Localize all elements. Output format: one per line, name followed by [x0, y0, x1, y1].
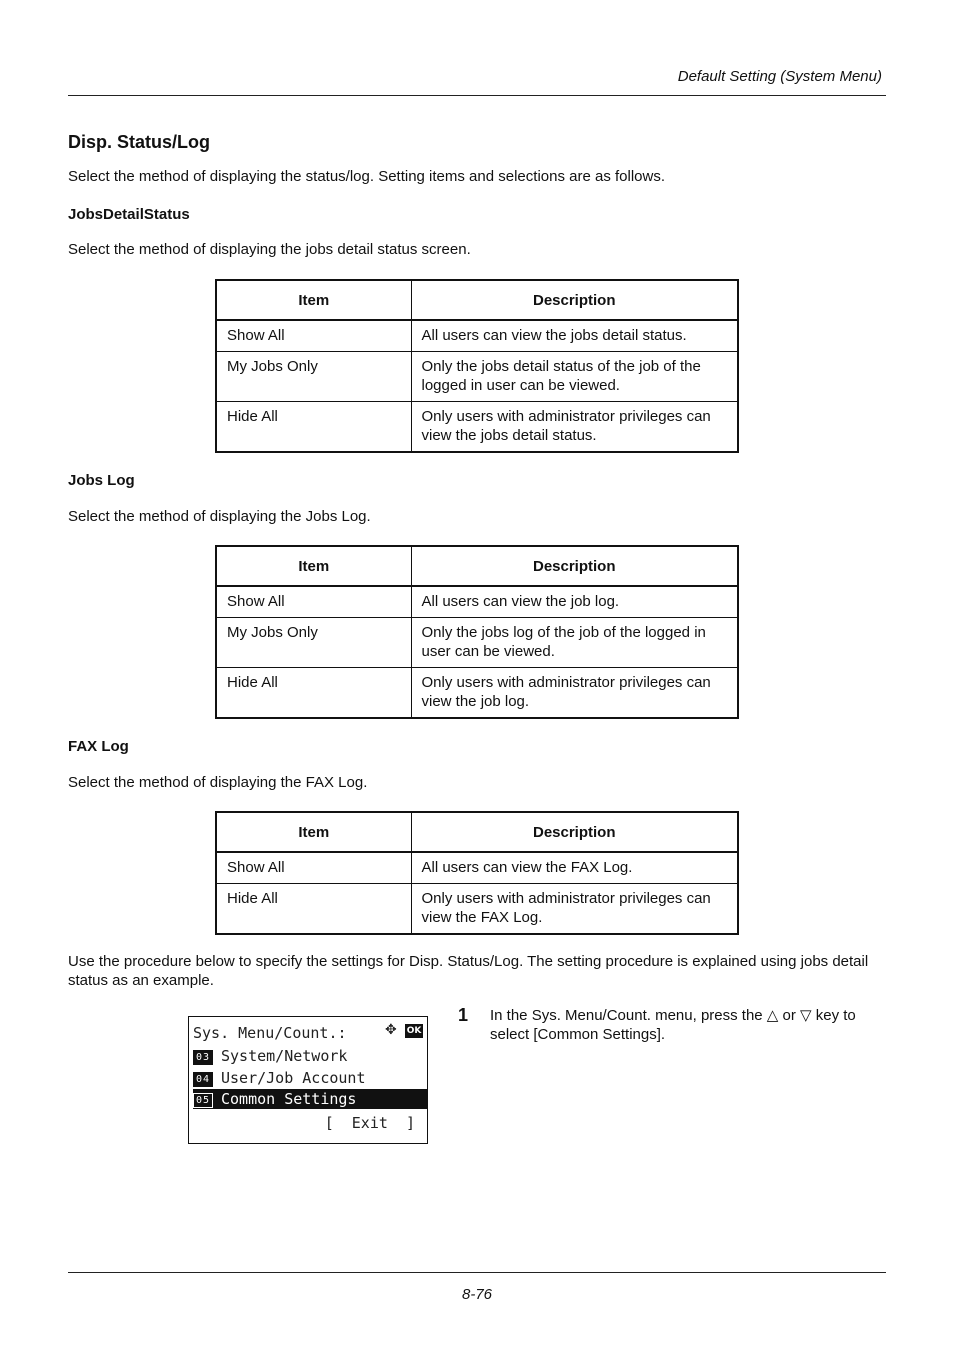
- description-cell: Only the jobs log of the job of the logged in user can be viewed.: [411, 618, 738, 668]
- lcd-item-label: System/Network: [221, 1047, 348, 1065]
- jobs-log-table: [215, 545, 739, 719]
- item-cell: My Jobs Only: [216, 618, 411, 668]
- item-cell: My Jobs Only: [216, 352, 411, 402]
- item-cell: Hide All: [216, 402, 411, 453]
- footer-rule: [68, 1272, 886, 1273]
- fax-log-heading: FAX Log: [68, 738, 129, 755]
- lcd-menu-item: [193, 1068, 366, 1088]
- item-cell: Show All: [216, 852, 411, 884]
- item-cell: Hide All: [216, 884, 411, 935]
- description-cell: Only users with administrator privileges can view the FAX Log.: [411, 884, 738, 935]
- fax-log-table: [215, 811, 739, 935]
- procedure-intro: Use the procedure below to specify the settings for Disp. Status/Log. The setting procedure is explained using jobs detail status as an example.: [68, 953, 869, 989]
- table-row: [216, 852, 738, 884]
- description-cell: All users can view the jobs detail status.: [411, 320, 738, 352]
- table-header-row: [216, 546, 738, 586]
- section-intro: Select the method of displaying the status/log. Setting items and selections are as follows.: [68, 168, 665, 185]
- column-header-description: Description: [411, 812, 738, 852]
- column-header-item: Item: [216, 812, 411, 852]
- description-cell: Only the jobs detail status of the job of the logged in user can be viewed.: [411, 352, 738, 402]
- operation-panel-display: [188, 1016, 428, 1144]
- lcd-item-label: Common Settings: [221, 1090, 357, 1108]
- step-text: In the Sys. Menu/Count. menu, press the △ or ▽ key to select [Common Settings].: [490, 1007, 856, 1043]
- table-row: [216, 320, 738, 352]
- fax-log-intro: Select the method of displaying the FAX Log.: [68, 774, 368, 791]
- lcd-item-label: User/Job Account: [221, 1069, 366, 1087]
- up-down-arrows-icon: ✥: [385, 1022, 397, 1038]
- jobs-detail-status-intro: Select the method of displaying the jobs detail status screen.: [68, 241, 471, 258]
- item-cell: Show All: [216, 586, 411, 618]
- table-row: [216, 884, 738, 935]
- jobs-log-heading: Jobs Log: [68, 472, 135, 489]
- table-header-row: [216, 280, 738, 320]
- item-number-badge: 05: [193, 1093, 213, 1108]
- lcd-menu-item: [193, 1046, 347, 1066]
- jobs-detail-status-table: [215, 279, 739, 453]
- column-header-description: Description: [411, 546, 738, 586]
- item-cell: Show All: [216, 320, 411, 352]
- lcd-exit-softkey: [ Exit ]: [324, 1114, 415, 1132]
- jobs-detail-status-heading: JobsDetailStatus: [68, 206, 190, 223]
- header-rule: [68, 95, 886, 96]
- section-title: Disp. Status/Log: [68, 132, 211, 152]
- item-number-badge: 03: [193, 1050, 213, 1065]
- step-number: 1: [458, 1005, 469, 1025]
- table-row: [216, 668, 738, 719]
- description-cell: All users can view the FAX Log.: [411, 852, 738, 884]
- table-row: [216, 402, 738, 453]
- table-row: [216, 352, 738, 402]
- description-cell: Only users with administrator privileges can view the job log.: [411, 668, 738, 719]
- lcd-menu-item-selected: [193, 1089, 427, 1109]
- jobs-log-intro: Select the method of displaying the Jobs Log.: [68, 508, 371, 525]
- page-number: 8-76: [461, 1286, 493, 1303]
- item-number-badge: 04: [193, 1072, 213, 1087]
- running-header: Default Setting (System Menu): [677, 68, 882, 85]
- table-row: [216, 586, 738, 618]
- column-header-description: Description: [411, 280, 738, 320]
- column-header-item: Item: [216, 280, 411, 320]
- ok-key-icon: OK: [406, 1026, 422, 1036]
- description-cell: All users can view the job log.: [411, 586, 738, 618]
- description-cell: Only users with administrator privileges can view the jobs detail status.: [411, 402, 738, 453]
- column-header-item: Item: [216, 546, 411, 586]
- item-cell: Hide All: [216, 668, 411, 719]
- table-header-row: [216, 812, 738, 852]
- table-row: [216, 618, 738, 668]
- lcd-title: Sys. Menu/Count.:: [193, 1024, 347, 1042]
